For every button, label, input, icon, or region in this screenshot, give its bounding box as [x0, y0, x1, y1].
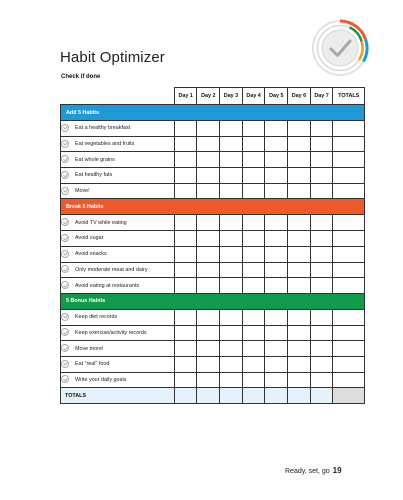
day-check-cell[interactable] [242, 121, 265, 137]
row-total-cell[interactable] [333, 246, 365, 262]
day-check-cell[interactable] [174, 309, 197, 325]
day-check-cell[interactable] [197, 341, 220, 357]
habit-table-body [61, 105, 365, 404]
row-total-cell[interactable] [333, 121, 365, 137]
day-total-cell[interactable] [197, 388, 220, 404]
day-check-cell[interactable] [197, 262, 220, 278]
day-check-cell[interactable] [174, 278, 197, 294]
check-circle-icon [61, 375, 69, 383]
day-check-cell[interactable] [288, 325, 311, 341]
habit-label: Avoid sugar [75, 235, 104, 242]
habit-label: Move more! [75, 345, 104, 352]
day-check-cell[interactable] [265, 309, 288, 325]
day-total-cell[interactable] [265, 388, 288, 404]
day-check-cell[interactable] [265, 278, 288, 294]
habit-row [61, 183, 365, 199]
row-total-cell[interactable] [333, 183, 365, 199]
day-check-cell[interactable] [288, 341, 311, 357]
day-total-cell[interactable] [310, 388, 333, 404]
habit-name-cell [61, 246, 175, 262]
day-check-cell[interactable] [174, 215, 197, 231]
section-header-row [61, 293, 365, 309]
day-check-cell[interactable] [265, 246, 288, 262]
habit-label: Avoid snacks [75, 251, 107, 258]
habit-row [61, 136, 365, 152]
day-check-cell[interactable] [197, 356, 220, 372]
day-check-cell[interactable] [310, 152, 333, 168]
day-check-cell[interactable] [288, 168, 311, 184]
habit-name-cell [61, 121, 175, 137]
section-title: Break 5 Habits [61, 199, 365, 215]
day-check-cell[interactable] [220, 152, 243, 168]
habit-label: Keep diet records [75, 314, 118, 321]
day-check-cell[interactable] [174, 136, 197, 152]
check-circle-icon [61, 344, 69, 352]
habit-label: Keep exercise/activity records [75, 329, 147, 336]
day-check-cell[interactable] [174, 152, 197, 168]
day-check-cell[interactable] [265, 121, 288, 137]
day-check-cell[interactable] [220, 215, 243, 231]
day-check-cell[interactable] [242, 215, 265, 231]
row-total-cell[interactable] [333, 341, 365, 357]
day-check-cell[interactable] [197, 121, 220, 137]
totals-row [61, 388, 365, 404]
check-circle-icon [61, 234, 69, 242]
day-check-cell[interactable] [265, 215, 288, 231]
page-title: Habit Optimizer [60, 49, 165, 66]
habit-label: Eat vegetables and fruits [75, 141, 135, 148]
row-total-cell[interactable] [333, 152, 365, 168]
habit-label: Eat "real" food [75, 361, 110, 368]
col-header-day-1: Day 1 [174, 88, 197, 105]
check-circle-icon [61, 250, 69, 258]
day-check-cell[interactable] [288, 309, 311, 325]
footer-text: Ready, set, go [285, 468, 330, 475]
day-check-cell[interactable] [310, 341, 333, 357]
day-check-cell[interactable] [242, 168, 265, 184]
day-check-cell[interactable] [174, 372, 197, 388]
habit-row [61, 278, 365, 294]
day-check-cell[interactable] [197, 168, 220, 184]
day-check-cell[interactable] [265, 231, 288, 247]
col-header-day-4: Day 4 [242, 88, 265, 105]
check-circle-icon [61, 155, 69, 163]
day-check-cell[interactable] [288, 231, 311, 247]
day-check-cell[interactable] [310, 136, 333, 152]
day-check-cell[interactable] [174, 231, 197, 247]
habit-row [61, 356, 365, 372]
totals-label: TOTALS [61, 388, 175, 404]
section-title: 5 Bonus Habits [61, 293, 365, 309]
habit-name-cell [61, 372, 175, 388]
habit-name-cell [61, 325, 175, 341]
day-check-cell[interactable] [310, 215, 333, 231]
habit-name-cell [61, 183, 175, 199]
day-check-cell[interactable] [220, 278, 243, 294]
day-check-cell[interactable] [288, 356, 311, 372]
day-check-cell[interactable] [220, 325, 243, 341]
day-check-cell[interactable] [197, 183, 220, 199]
day-check-cell[interactable] [265, 262, 288, 278]
day-check-cell[interactable] [242, 356, 265, 372]
day-check-cell[interactable] [242, 246, 265, 262]
habit-label: Write your daily goals [75, 376, 127, 383]
habit-row [61, 325, 365, 341]
check-circle-icon [61, 281, 69, 289]
day-check-cell[interactable] [174, 356, 197, 372]
day-check-cell[interactable] [174, 246, 197, 262]
col-header-day-6: Day 6 [288, 88, 311, 105]
day-check-cell[interactable] [220, 341, 243, 357]
header-row [61, 88, 365, 105]
day-check-cell[interactable] [242, 183, 265, 199]
row-total-cell[interactable] [333, 262, 365, 278]
day-check-cell[interactable] [265, 136, 288, 152]
habit-row [61, 262, 365, 278]
day-total-cell[interactable] [288, 388, 311, 404]
day-check-cell[interactable] [197, 246, 220, 262]
day-check-cell[interactable] [220, 121, 243, 137]
day-check-cell[interactable] [288, 246, 311, 262]
habit-label: Eat healthy fats [75, 172, 113, 179]
day-check-cell[interactable] [310, 183, 333, 199]
day-check-cell[interactable] [242, 309, 265, 325]
grand-total-cell[interactable] [333, 388, 365, 404]
check-circle-icon [61, 171, 69, 179]
row-total-cell[interactable] [333, 356, 365, 372]
day-check-cell[interactable] [220, 262, 243, 278]
habit-row [61, 309, 365, 325]
day-check-cell[interactable] [220, 168, 243, 184]
row-total-cell[interactable] [333, 372, 365, 388]
habit-row [61, 246, 365, 262]
header-blank [61, 88, 175, 105]
check-circle-icon [61, 218, 69, 226]
row-total-cell[interactable] [333, 136, 365, 152]
habit-name-cell [61, 215, 175, 231]
habit-label: Move! [75, 188, 90, 195]
day-check-cell[interactable] [265, 325, 288, 341]
habit-tracker-table [60, 87, 365, 404]
day-check-cell[interactable] [220, 136, 243, 152]
day-check-cell[interactable] [288, 262, 311, 278]
check-circle-icon [61, 265, 69, 273]
habit-name-cell [61, 231, 175, 247]
row-total-cell[interactable] [333, 231, 365, 247]
day-check-cell[interactable] [265, 183, 288, 199]
check-gauge-logo-icon [311, 19, 369, 77]
day-check-cell[interactable] [242, 152, 265, 168]
habit-name-cell [61, 309, 175, 325]
day-check-cell[interactable] [197, 372, 220, 388]
section-header-row [61, 105, 365, 121]
check-circle-icon [61, 313, 69, 321]
habit-name-cell [61, 152, 175, 168]
habit-name-cell [61, 262, 175, 278]
day-total-cell[interactable] [174, 388, 197, 404]
day-check-cell[interactable] [197, 152, 220, 168]
day-check-cell[interactable] [265, 341, 288, 357]
habit-label: Eat whole grains [75, 156, 115, 163]
section-header-row [61, 199, 365, 215]
day-check-cell[interactable] [288, 278, 311, 294]
habit-row [61, 215, 365, 231]
day-check-cell[interactable] [220, 183, 243, 199]
habit-row [61, 168, 365, 184]
row-total-cell[interactable] [333, 309, 365, 325]
check-instruction: Check if done [61, 74, 101, 80]
day-check-cell[interactable] [310, 309, 333, 325]
row-total-cell[interactable] [333, 325, 365, 341]
day-check-cell[interactable] [242, 341, 265, 357]
habit-name-cell [61, 168, 175, 184]
check-circle-icon [61, 187, 69, 195]
row-total-cell[interactable] [333, 278, 365, 294]
day-check-cell[interactable] [174, 262, 197, 278]
habit-name-cell [61, 341, 175, 357]
habit-name-cell [61, 136, 175, 152]
day-check-cell[interactable] [288, 372, 311, 388]
habit-row [61, 152, 365, 168]
day-check-cell[interactable] [242, 136, 265, 152]
day-check-cell[interactable] [174, 325, 197, 341]
day-check-cell[interactable] [197, 215, 220, 231]
col-header-day-5: Day 5 [265, 88, 288, 105]
day-check-cell[interactable] [220, 246, 243, 262]
habit-row [61, 121, 365, 137]
day-check-cell[interactable] [242, 325, 265, 341]
habit-name-cell [61, 278, 175, 294]
row-total-cell[interactable] [333, 168, 365, 184]
col-header-totals: TOTALS [333, 88, 365, 105]
col-header-day-3: Day 3 [220, 88, 243, 105]
check-circle-icon [61, 328, 69, 336]
day-check-cell[interactable] [265, 356, 288, 372]
habit-label: Avoid eating at restaurants [75, 282, 140, 289]
col-header-day-2: Day 2 [197, 88, 220, 105]
day-check-cell[interactable] [310, 278, 333, 294]
day-check-cell[interactable] [288, 121, 311, 137]
habit-row [61, 341, 365, 357]
day-check-cell[interactable] [220, 309, 243, 325]
day-check-cell[interactable] [174, 183, 197, 199]
day-check-cell[interactable] [220, 356, 243, 372]
day-check-cell[interactable] [310, 262, 333, 278]
habit-label: Only moderate meat and dairy [75, 266, 148, 273]
day-check-cell[interactable] [265, 168, 288, 184]
day-total-cell[interactable] [220, 388, 243, 404]
check-circle-icon [61, 360, 69, 368]
habit-row [61, 231, 365, 247]
day-check-cell[interactable] [242, 231, 265, 247]
day-check-cell[interactable] [288, 215, 311, 231]
day-check-cell[interactable] [197, 231, 220, 247]
day-check-cell[interactable] [310, 121, 333, 137]
habit-label: Avoid TV while eating [75, 219, 127, 226]
day-check-cell[interactable] [174, 121, 197, 137]
section-title: Add 5 Habits [61, 105, 365, 121]
day-check-cell[interactable] [242, 262, 265, 278]
day-check-cell[interactable] [310, 325, 333, 341]
page-number: 19 [332, 466, 342, 475]
col-header-day-7: Day 7 [310, 88, 333, 105]
check-circle-icon [61, 140, 69, 148]
day-check-cell[interactable] [310, 372, 333, 388]
day-check-cell[interactable] [242, 278, 265, 294]
check-circle-icon [61, 124, 69, 132]
day-check-cell[interactable] [242, 372, 265, 388]
day-check-cell[interactable] [310, 168, 333, 184]
habit-label: Eat a healthy breakfast [75, 125, 131, 132]
day-check-cell[interactable] [265, 152, 288, 168]
day-check-cell[interactable] [310, 231, 333, 247]
day-check-cell[interactable] [174, 168, 197, 184]
page-footer [285, 466, 342, 475]
day-check-cell[interactable] [197, 309, 220, 325]
day-check-cell[interactable] [265, 372, 288, 388]
day-check-cell[interactable] [310, 356, 333, 372]
day-check-cell[interactable] [310, 246, 333, 262]
habit-name-cell [61, 356, 175, 372]
day-check-cell[interactable] [174, 341, 197, 357]
day-check-cell[interactable] [220, 231, 243, 247]
day-check-cell[interactable] [288, 152, 311, 168]
day-check-cell[interactable] [220, 372, 243, 388]
day-check-cell[interactable] [288, 136, 311, 152]
day-check-cell[interactable] [197, 136, 220, 152]
habit-row [61, 372, 365, 388]
day-check-cell[interactable] [197, 278, 220, 294]
row-total-cell[interactable] [333, 215, 365, 231]
day-check-cell[interactable] [197, 325, 220, 341]
day-total-cell[interactable] [242, 388, 265, 404]
day-check-cell[interactable] [288, 183, 311, 199]
